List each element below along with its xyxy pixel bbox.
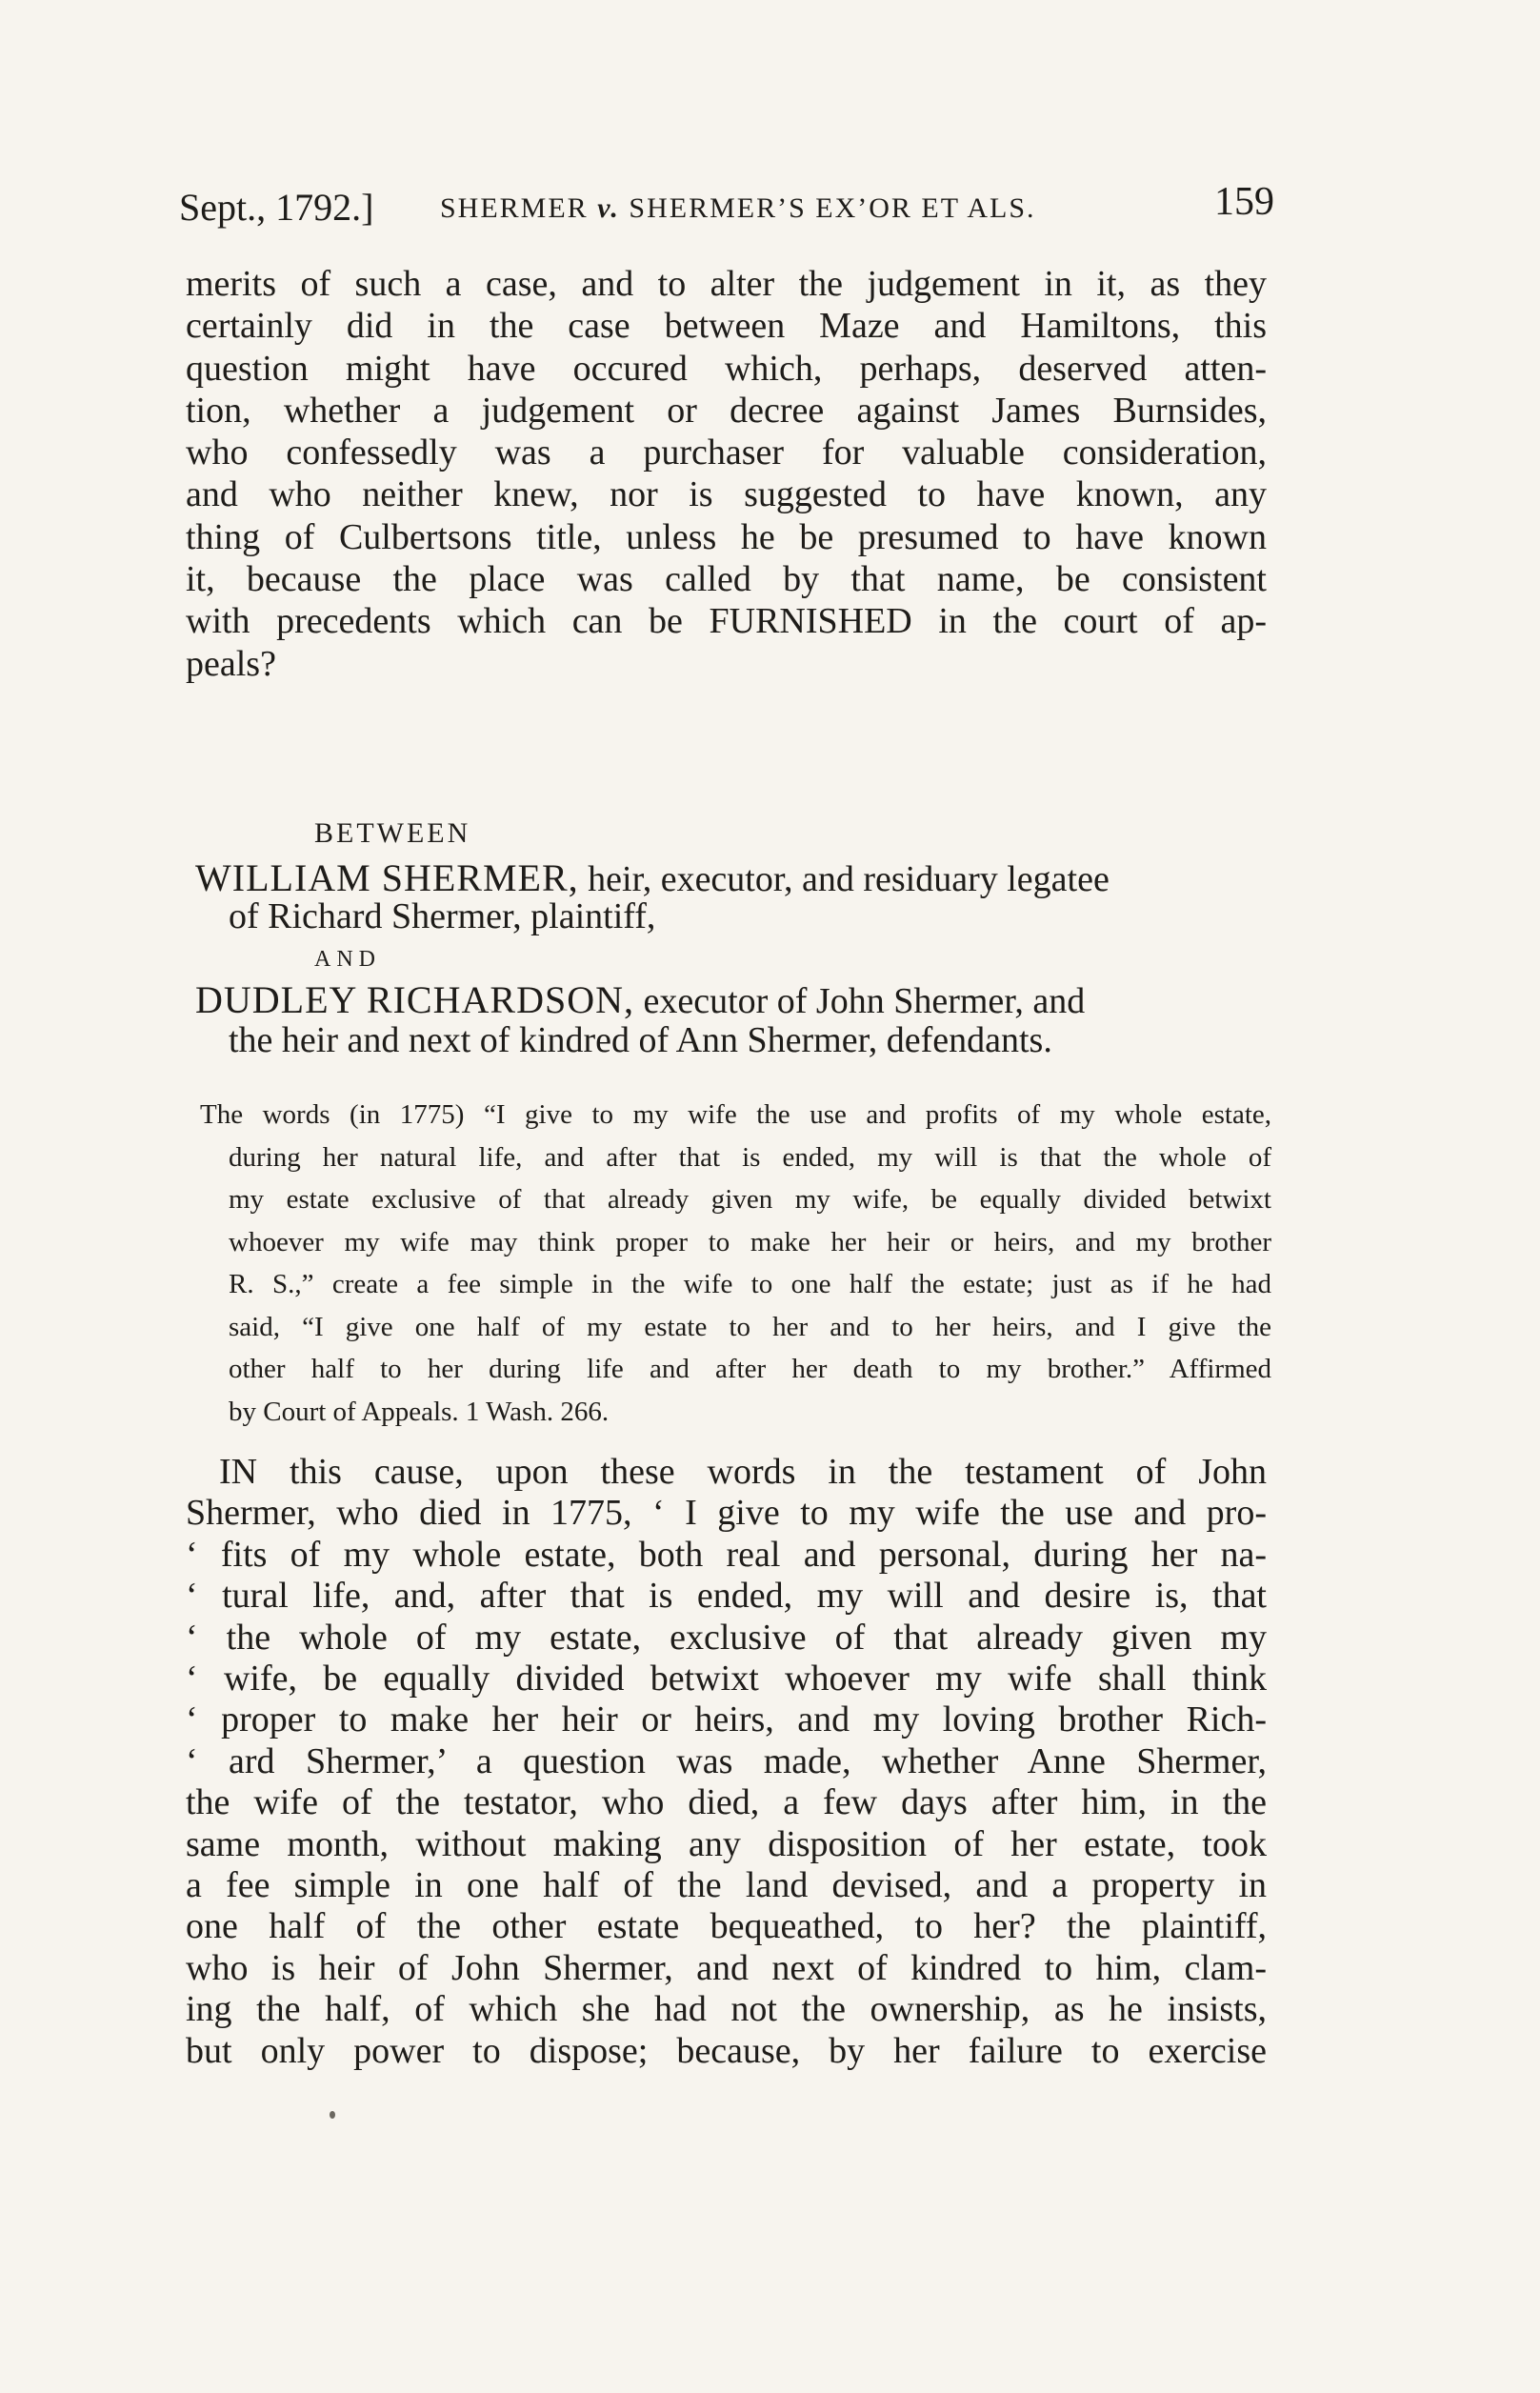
headnote-line: R. S.,” create a fee simple in the wife to one half the estate; just as if he had (229, 1269, 1271, 1299)
headnote-line: other half to her during life and after her death to my brother.” Affirmed (229, 1354, 1271, 1384)
text-line: ‘ the whole of my estate, exclusive of that already given my (186, 1617, 1267, 1658)
case-title-part-a: SHERMER (440, 192, 598, 224)
defendant-line (195, 977, 1085, 1022)
headnote-line: my estate exclusive of that already given my wife, be equally divided betwixt (229, 1184, 1271, 1215)
text-line: same month, without making any disposition of her estate, took (186, 1823, 1267, 1864)
text-line: ing the half, of which she had not the ownership, as he insists, (186, 1989, 1267, 2030)
text-line: tion, whether a judgement or decree against James Burnsides, (186, 390, 1267, 431)
text-line: but only power to dispose; because, by her failure to exercise (186, 2030, 1267, 2071)
main-paragraph (186, 1452, 1267, 2072)
text-line: it, because the place was called by that name, be consistent (186, 559, 1267, 600)
running-head-date: Sept., 1792.] (179, 186, 374, 229)
text-line: one half of the other estate bequeathed, to her? the plaintiff, (186, 1906, 1267, 1947)
text-line: Shermer, who died in 1775, ‘ I give to my wife the use and pro- (186, 1493, 1267, 1534)
and-label: AND (314, 947, 381, 972)
text-line: thing of Culbertsons title, unless he be presumed to have known (186, 516, 1267, 557)
page-number: 159 (1214, 180, 1274, 224)
headnote-line: by Court of Appeals. 1 Wash. 266. (229, 1396, 610, 1427)
text-line: a fee simple in one half of the land devised, and a property in (186, 1865, 1267, 1906)
plaintiff-line-2 (229, 895, 655, 937)
text-line: IN this cause, upon these words in the testament of John (219, 1452, 1267, 1492)
headnote (200, 1094, 1271, 1433)
headnote-line: during her natural life, and after that is ended, my will is that the whole of (229, 1141, 1271, 1173)
running-head (179, 179, 1274, 236)
defendant-description: executor of John Shermer, and (633, 981, 1086, 1021)
headnote-line: The words (in 1775) “I give to my wife the use and profits of my whole estate, (200, 1099, 1271, 1130)
text-line: who is heir of John Shermer, and next of kindred to him, clam- (186, 1947, 1267, 1988)
running-head-case-title (440, 192, 1036, 225)
text-line: who confessedly was a purchaser for valuable consideration, (186, 432, 1267, 473)
headnote-line: said, “I give one half of my estate to her and to her heirs, and I give the (229, 1311, 1271, 1342)
text-line: peals? (186, 643, 276, 684)
text-line: certainly did in the case between Maze and Hamiltons, this (186, 306, 1267, 347)
text-line: ‘ ard Shermer,’ a question was made, whether Anne Shermer, (186, 1740, 1267, 1781)
text-line: merits of such a case, and to alter the judgement in it, as they (186, 264, 1267, 304)
text-line: ‘ wife, be equally divided betwixt whoever my wife shall think (186, 1659, 1267, 1699)
defendant-role: defendants. (886, 1020, 1052, 1060)
defendant-name: DUDLEY RICHARDSON, (195, 978, 634, 1021)
text-line: the wife of the testator, who died, a few days after him, in the (186, 1782, 1267, 1823)
text-line: with precedents which can be FURNISHED in the court of ap- (186, 601, 1267, 642)
plaintiff-line (195, 855, 1110, 900)
text-line: ‘ tural life, and, after that is ended, my will and desire is, that (186, 1576, 1267, 1617)
defendant-description-2: the heir and next of kindred of Ann Shermer, (229, 1020, 887, 1060)
headnote-line: whoever my wife may think proper to make her heir or heirs, and my brother (229, 1226, 1271, 1257)
text-line: question might have occured which, perhaps, deserved atten- (186, 348, 1267, 389)
opening-paragraph (186, 263, 1267, 685)
text-line: ‘ fits of my whole estate, both real and personal, during her na- (186, 1534, 1267, 1575)
plaintiff-name: WILLIAM SHERMER, (195, 856, 579, 899)
ink-speck (330, 2111, 335, 2119)
case-title-part-b: SHERMER’S EX’OR ET ALS. (619, 192, 1036, 224)
text-line: ‘ proper to make her heir or heirs, and my loving brother Rich- (186, 1699, 1267, 1740)
case-title-versus: v. (597, 192, 620, 224)
between-label: BETWEEN (314, 817, 471, 849)
plaintiff-description-2: of Richard Shermer, (229, 896, 531, 936)
text-line: and who neither knew, nor is suggested to have known, any (186, 474, 1267, 515)
plaintiff-description: heir, executor, and residuary legatee (578, 859, 1110, 899)
plaintiff-role: plaintiff, (530, 896, 656, 936)
defendant-line-2 (229, 1019, 1052, 1061)
